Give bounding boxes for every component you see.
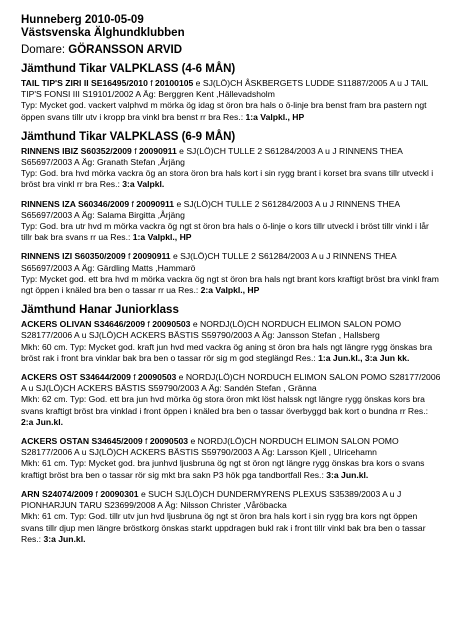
dog-parents-owner: e NORDJ(LÖ)CH NORDUCH ELIMON SALON POMO S28177/2006 A u SJ(LÖ)CH ACKERS BÄSTIS S59790/2003 A Äg: Sandén Stefan , Gränna	[21, 372, 441, 394]
dog-result: 1:a Valpkl., HP	[245, 111, 305, 122]
dog-parents-owner: e NORDJ(LÖ)CH NORDUCH ELIMON SALON POMO S28177/2006 A u SJ(LÖ)CH ACKERS BÄSTIS S59790/2003 A Äg: Jansson Stefan , Hallsberg	[21, 319, 402, 341]
dog-registration: ACKERS OSTAN S34645/2009	[21, 436, 143, 447]
dog-registration: ACKERS OST S34644/2009	[21, 372, 131, 383]
dog-registration: RINNENS IBIZ S60352/2009	[21, 145, 132, 156]
section-title: Jämthund Hanar Juniorklass	[21, 304, 179, 317]
dog-birthdate: 20090301	[100, 488, 139, 499]
dog-result: 2:a Valpkl., HP	[200, 285, 260, 296]
dog-entry	[21, 489, 441, 545]
sections-container	[21, 63, 441, 545]
dog-sex: f	[145, 319, 153, 330]
dog-entry	[21, 199, 441, 244]
dog-birthdate: 20100105	[155, 78, 194, 88]
dog-critique: Mkh: 60 cm. Typ: Mycket god. kraft jun hvd med vackra ög aning st öron bra hals ngt längre rygg önskas bra bröst rak i front bra vinklar bak bra ben o tassar rör sig m god steglängd Res.:	[21, 341, 433, 363]
dog-result: 3:a Jun.kl.	[326, 469, 369, 480]
dog-result: 3:a Jun.kl.	[43, 533, 86, 544]
dog-sex: f	[147, 78, 156, 88]
dog-entry	[21, 436, 441, 481]
dog-critique: Typ: Mycket god. vackert valphvd m mörka ög idag st öron bra hals o ö-linje bra benst fram bra pastern ngt öppen svans tillr utv i kropp bra vinkl bra benst rr bra Res.:	[21, 100, 427, 122]
dog-parents-owner: e SJ(LÖ)CH ÅSKBERGETS LUDDE S11887/2005 A u J TAIL TIP'S FONSI III S19101/2002 A Äg: Berggren Kent ,Hällevadsholm	[21, 78, 428, 100]
dog-parents-owner: e SUCH SJ(LÖ)CH DUNDERMYRENS PLEXUS S35389/2003 A u J PIONHARJUN TARU S23699/2008 A Äg: Nilsson Christer ,Våröbacka	[21, 488, 402, 511]
dog-entry	[21, 146, 441, 191]
dog-critique: Typ: Mycket god. ett bra hvd m mörka vackra ög ngt st öron bra hals ngt brant kors kraftigt bröst bra vinkl fram ngt öppen i knäled bra ben o tassar rr ua Res.:	[21, 273, 439, 296]
dog-entry	[21, 251, 441, 296]
dog-result: 1:a Jun.kl., 3:a Jun kk.	[318, 352, 410, 363]
dog-registration: RINNENS IZA S60346/2009	[21, 198, 130, 209]
dog-result: 1:a Valpkl., HP	[132, 232, 192, 243]
dog-birthdate: 20090911	[139, 145, 177, 156]
dog-sex: f	[93, 488, 101, 499]
dog-entry	[21, 78, 441, 123]
dog-critique: Mkh: 62 cm. Typ: God. ett bra jun hvd mörka ög stora öron mkt löst halssk ngt längre rygg önskas kors bra svans kraftigt bröst bra vinklad i front öppen i knäled bra ben o tassar överbyggd bak kort o bundna rr Res.:	[21, 394, 428, 416]
dog-birthdate: 20090911	[132, 251, 171, 262]
dog-sex: f	[142, 436, 150, 447]
judge-label: Domare:	[21, 44, 69, 56]
dog-parents-owner: e SJ(LÖ)CH TULLE 2 S61284/2003 A u J RINNENS THEA S65697/2003 A Äg: Gärdling Matts ,Hammarö	[21, 251, 397, 273]
dog-sex: f	[129, 198, 137, 209]
dog-registration: TAIL TIP'S ZIRI II SE16495/2010	[21, 78, 148, 88]
section-title: Jämthund Tikar VALPKLASS (6-9 MÅN)	[21, 130, 236, 143]
dog-registration: ARN S24074/2009	[21, 488, 94, 499]
dog-critique: Mkh: 61 cm. Typ: Mycket god. bra junhvd ljusbruna ög ngt st öron ngt längre rygg önskas bra kors o svans kraftigt bröst bra ben o tassar rör sig mkt bra sakn P3 hök pga tandbortfall Res.:	[21, 458, 425, 480]
judge-name: GÖRANSSON ARVID	[68, 44, 183, 56]
dog-critique: Mkh: 61 cm. Typ: God. tillr utv jun hvd ljusbruna ög ngt st öron bra hals kort i sin rygg bra kors ngt öppen svans tillr djup men längre bröstkorg önskas starkt uppdragen bukl rak i front tillr vinkl bak bra ben o tassar Res.:	[21, 511, 426, 544]
section-title: Jämthund Tikar VALPKLASS (4-6 MÅN)	[21, 63, 236, 75]
dog-birthdate: 20090911	[136, 198, 175, 209]
dog-birthdate: 20090503	[138, 372, 177, 383]
dog-registration: RINNENS IZI S60350/2009	[21, 251, 126, 262]
document-page	[21, 14, 441, 553]
dog-critique: Typ: God. bra utr hvd m mörka vackra ög ngt st öron bra hals o ö-linje o kors tillr utveckl i bröst tillr vinkl i lår tillr bak bra svans rr ua Res.:	[21, 221, 429, 243]
dog-birthdate: 20090503	[152, 319, 191, 330]
dog-entry	[21, 319, 441, 364]
dog-entry	[21, 372, 441, 428]
dog-registration: ACKERS OLIVAN S34646/2009	[21, 319, 146, 330]
dog-result: 2:a Jun.kl.	[21, 416, 64, 427]
judge-line	[21, 44, 441, 57]
dog-result: 3:a Valpkl.	[122, 179, 165, 190]
dog-critique: Typ: God. bra hvd mörka vackra ög an stora öron bra hals kort i sin rygg brant i korset bra svans tillr utveckl i bröst bra vinkl rr bra Res.:	[21, 168, 434, 190]
dog-parents-owner: e NORDJ(LÖ)CH NORDUCH ELIMON SALON POMO S28177/2006 A u SJ(LÖ)CH ACKERS BÄSTIS S59790/2003 A Äg: Larsson Kjell , Ulricehamn	[21, 436, 399, 458]
club-title: Västsvenska Älghundklubben	[21, 27, 185, 39]
dog-birthdate: 20090503	[149, 436, 189, 447]
dog-sex: f	[125, 251, 133, 262]
dog-sex: f	[131, 145, 139, 156]
dog-sex: f	[130, 372, 139, 383]
dog-parents-owner: e SJ(LÖ)CH TULLE 2 S61284/2003 A u J RINNENS THEA S65697/2003 A Äg: Salama Birgitta ,Årjäng	[21, 198, 400, 220]
dog-parents-owner: e SJ(LÖ)CH TULLE 2 S61284/2003 A u J RINNENS THEA S65697/2003 A Äg: Granath Stefan ,Årjäng	[21, 145, 403, 168]
event-date-title: Hunneberg 2010-05-09	[21, 14, 144, 26]
